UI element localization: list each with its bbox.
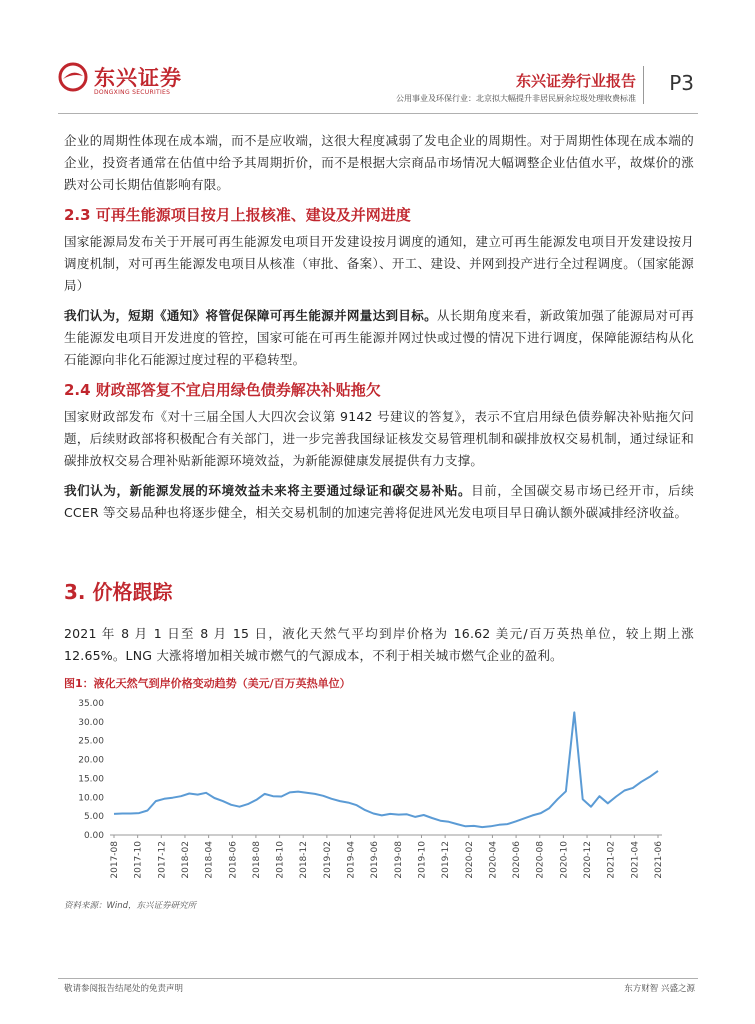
x-tick-label: 2018-08 (251, 841, 262, 879)
y-tick-label: 5.00 (83, 812, 104, 823)
footer-slogan: 东方财智 兴盛之源 (624, 984, 695, 994)
report-body (64, 130, 694, 911)
x-tick-label: 2018-04 (204, 841, 215, 879)
x-tick-label: 2020-12 (583, 841, 594, 879)
view-text: 目前，全国碳交易市场已经开市，后续 CCER 等交易品种也将逐步健全，相关交易机制的加速完善将促进风光发电项目早日确认额外碳减排经济收益。 (64, 483, 694, 520)
paragraph-2-3-view (64, 305, 694, 371)
x-tick-label: 2017-08 (110, 841, 120, 879)
x-tick-label: 2021-02 (606, 841, 617, 879)
x-tick-label: 2018-10 (275, 841, 286, 879)
x-tick-label: 2017-12 (157, 841, 168, 879)
y-tick-label: 20.00 (78, 755, 104, 766)
x-tick-label: 2019-08 (393, 841, 404, 879)
paragraph-2-4-view (64, 480, 694, 524)
header-divider (643, 66, 644, 104)
logo-mark-icon (58, 62, 88, 92)
header-rule (58, 113, 698, 114)
paragraph-2-4-news: 国家财政部发布《对十三届全国人大四次会议第 9142 号建议的答复》，表示不宜启用绿色债券解决补贴拖欠问题，后续财政部将积极配合有关部门，进一步完善我国绿证核发交易管理机制和碳排放权交易机制，通过绿证和碳排放权交易合理补贴新能源环境效益，为新能源健康发展提供有力支撑。 (64, 409, 694, 468)
logo-text-en: DONGXING SECURITIES (94, 89, 171, 96)
x-tick-label: 2019-04 (346, 841, 357, 879)
x-tick-label: 2018-12 (299, 841, 310, 879)
x-tick-label: 2017-10 (133, 841, 144, 879)
y-tick-label: 30.00 (78, 717, 104, 728)
section-3-title: 3. 价格跟踪 (64, 580, 173, 604)
x-tick-label: 2020-02 (464, 841, 475, 879)
x-tick-label: 2019-02 (322, 841, 333, 879)
page-header (58, 58, 698, 108)
view-text: 从长期角度来看，新政策加强了能源局对可再生能源发电项目开发进度的管控，国家可能在可再生能源并网过快或过慢的情况下进行调度，保障能源结构从化石能源向非化石能源过度过程的平稳转型。 (64, 308, 694, 367)
company-logo (58, 58, 188, 104)
paragraph-price-tracking: 2021 年 8 月 1 日至 8 月 15 日，液化天然气平均到岸价格为 16.62 美元/百万英热单位，较上期上涨 12.65%。LNG 大涨将增加相关城市燃气的气源成本，不利于相关城市燃气企业的盈利。 (64, 626, 694, 663)
series-line (114, 712, 658, 827)
footer-rule (58, 978, 698, 979)
x-tick-label: 2019-06 (370, 841, 381, 879)
section-2-4-title: 2.4 财政部答复不宜启用绿色债券解决补贴拖欠 (64, 381, 381, 399)
y-tick-label: 25.00 (78, 736, 104, 747)
y-tick-label: 10.00 (78, 793, 104, 804)
x-tick-label: 2019-10 (417, 841, 428, 879)
y-tick-label: 35.00 (78, 699, 104, 709)
x-tick-label: 2020-10 (559, 841, 570, 879)
y-tick-label: 15.00 (78, 774, 104, 785)
figure-title: 图1：液化天然气到岸价格变动趋势（美元/百万英热单位） (64, 677, 351, 690)
report-title: 东兴证券行业报告 (515, 72, 636, 90)
x-tick-label: 2018-02 (180, 841, 191, 879)
section-2-3-title: 2.3 可再生能源项目按月上报核准、建设及并网进度 (64, 206, 411, 224)
paragraph-cyclicality: 企业的周期性体现在成本端，而不是应收端，这很大程度减弱了发电企业的周期性。对于周期性体现在成本端的企业，投资者通常在估值中给予其周期折价，而不是根据大宗商品市场情况大幅调整企业估值水平，故煤价的涨跌对公司长期估值影响有限。 (64, 133, 694, 192)
view-bold: 我们认为，短期《通知》将管促保障可再生能源并网量达到目标。 (64, 308, 437, 323)
x-tick-label: 2021-06 (654, 841, 664, 879)
report-subtitle: 公用事业及环保行业：北京拟大幅提升非居民厨余垃圾处理收费标准 (396, 94, 636, 103)
x-tick-label: 2018-06 (228, 841, 239, 879)
logo-text-cn: 东兴证券 (94, 66, 182, 90)
y-tick-label: 0.00 (83, 831, 104, 841)
x-tick-label: 2020-08 (535, 841, 546, 879)
x-tick-label: 2021-04 (630, 841, 641, 879)
page-number: P3 (669, 71, 694, 95)
paragraph-2-3-news: 国家能源局发布关于开展可再生能源发电项目开发建设按月调度的通知，建立可再生能源发电项目开发建设按月调度机制，对可再生能源发电项目从核准（审批、备案）、开工、建设、并网到投产进行全过程调度。（国家能源局） (64, 234, 694, 293)
x-tick-label: 2019-12 (441, 841, 452, 879)
footer-disclaimer: 敬请参阅报告结尾处的免责声明 (64, 984, 184, 994)
lng-price-chart (64, 695, 684, 895)
x-tick-label: 2020-04 (488, 841, 499, 879)
figure-source: 资料来源：Wind，东兴证券研究所 (64, 901, 197, 911)
view-bold: 我们认为，新能源发展的环境效益未来将主要通过绿证和碳交易补贴。 (64, 483, 472, 498)
x-tick-label: 2020-06 (512, 841, 523, 879)
